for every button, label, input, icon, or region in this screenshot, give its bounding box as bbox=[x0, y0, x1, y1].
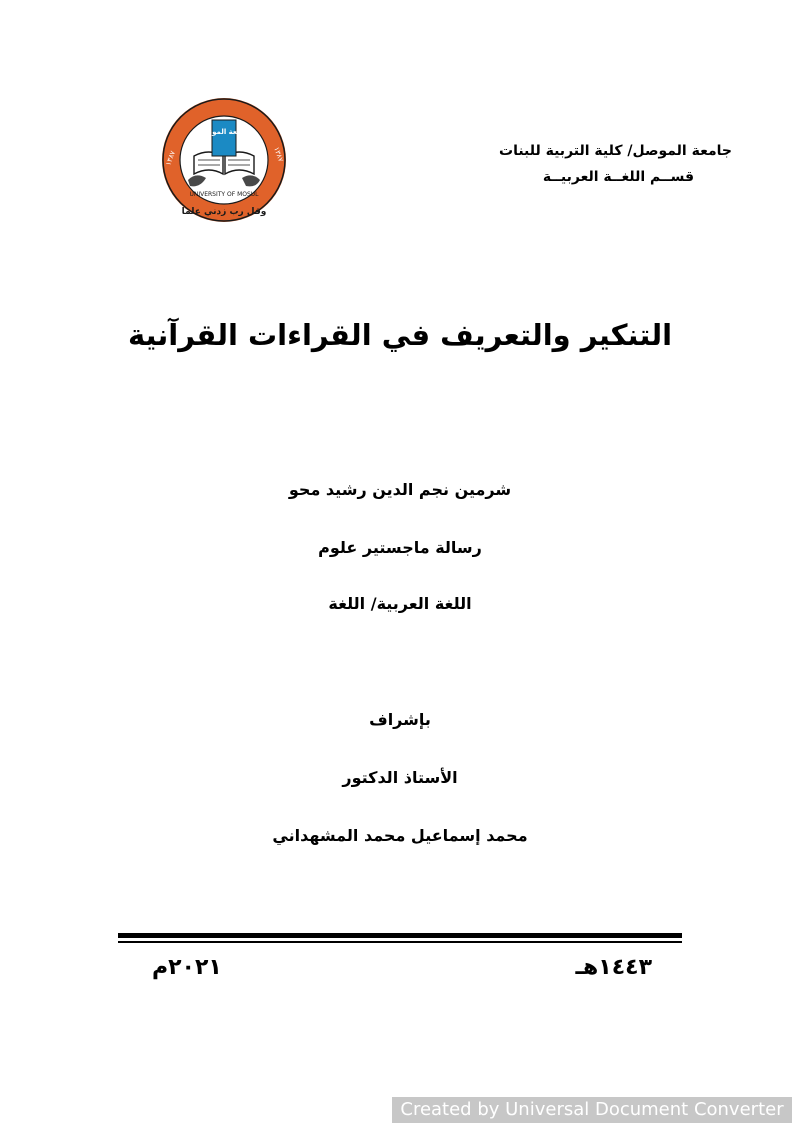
logo-year-left: ١٣٨٧ bbox=[164, 149, 178, 167]
supervisor-name: محمد إسماعيل محمد المشهداني bbox=[272, 826, 528, 845]
logo-band-text: UNIVERSITY OF MOSUL bbox=[189, 191, 259, 198]
logo-motto: وقل رب زدني علما bbox=[181, 207, 267, 217]
supervision-label: بإشراف bbox=[369, 710, 431, 729]
logo-arabic-label: جامعة الموصل bbox=[199, 128, 249, 136]
minaret-icon bbox=[212, 120, 236, 156]
logo-year-right: ١٣٨٧ bbox=[272, 145, 285, 163]
supervisor-rank: الأستاذ الدكتور bbox=[342, 768, 458, 787]
hijri-date: ١٤٤٣هـ bbox=[575, 955, 652, 980]
department-line: قســم اللغــة العربيــة bbox=[542, 169, 694, 185]
university-college-line: جامعة الموصل/ كلية التربية للبنات bbox=[499, 143, 732, 159]
university-logo bbox=[160, 96, 288, 224]
degree-line: رسالة ماجستير علوم bbox=[318, 538, 482, 557]
gregorian-date: ٢٠٢١م bbox=[152, 955, 222, 980]
field-line: اللغة العربية/ اللغة bbox=[328, 594, 472, 613]
footer-rule bbox=[118, 933, 682, 943]
institution-header bbox=[412, 138, 732, 190]
author-name: شرمين نجم الدين رشيد محو bbox=[288, 480, 512, 499]
thesis-title: التنكير والتعريف في القراءات القرآنية bbox=[127, 318, 673, 352]
converter-watermark: Created by Universal Document Converter bbox=[392, 1097, 792, 1123]
